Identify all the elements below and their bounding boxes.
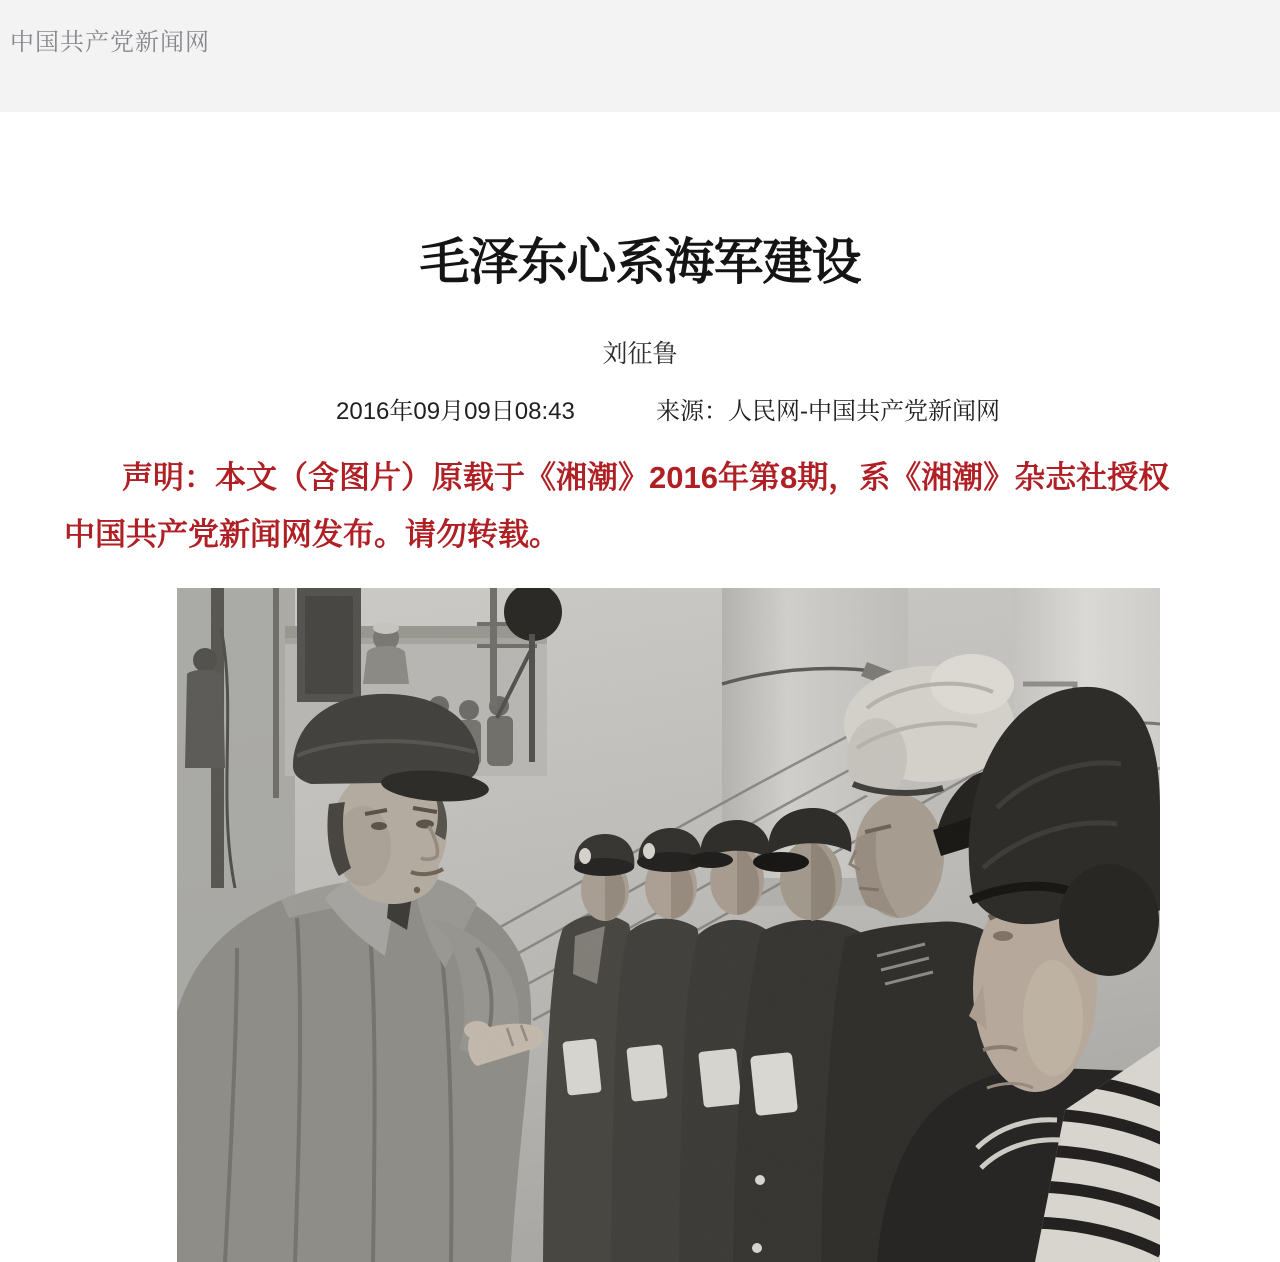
- declaration-line-1: 声明：本文（含图片）原载于《湘潮》2016年第8期，系《湘潮》杂志社授权: [122, 460, 1170, 495]
- article-meta: [0, 391, 1280, 425]
- declaration-line-2: 中国共产党新闻网发布。请勿转载。: [64, 517, 560, 552]
- article-author: 刘征鲁: [602, 340, 678, 368]
- site-header: [0, 0, 1280, 112]
- site-logo-text[interactable]: 中国共产党新闻网: [10, 29, 210, 56]
- historical-photo-svg: [177, 588, 1160, 1262]
- article-title: 毛泽东心系海军建设: [419, 234, 861, 290]
- copyright-declaration: [64, 449, 1220, 563]
- article-source[interactable]: 来源：人民网-中国共产党新闻网: [656, 398, 1000, 425]
- film-grain-overlay: [177, 588, 1160, 1262]
- publish-date: 2016年09月09日08:43: [336, 398, 575, 425]
- article-photo: [177, 588, 1160, 1262]
